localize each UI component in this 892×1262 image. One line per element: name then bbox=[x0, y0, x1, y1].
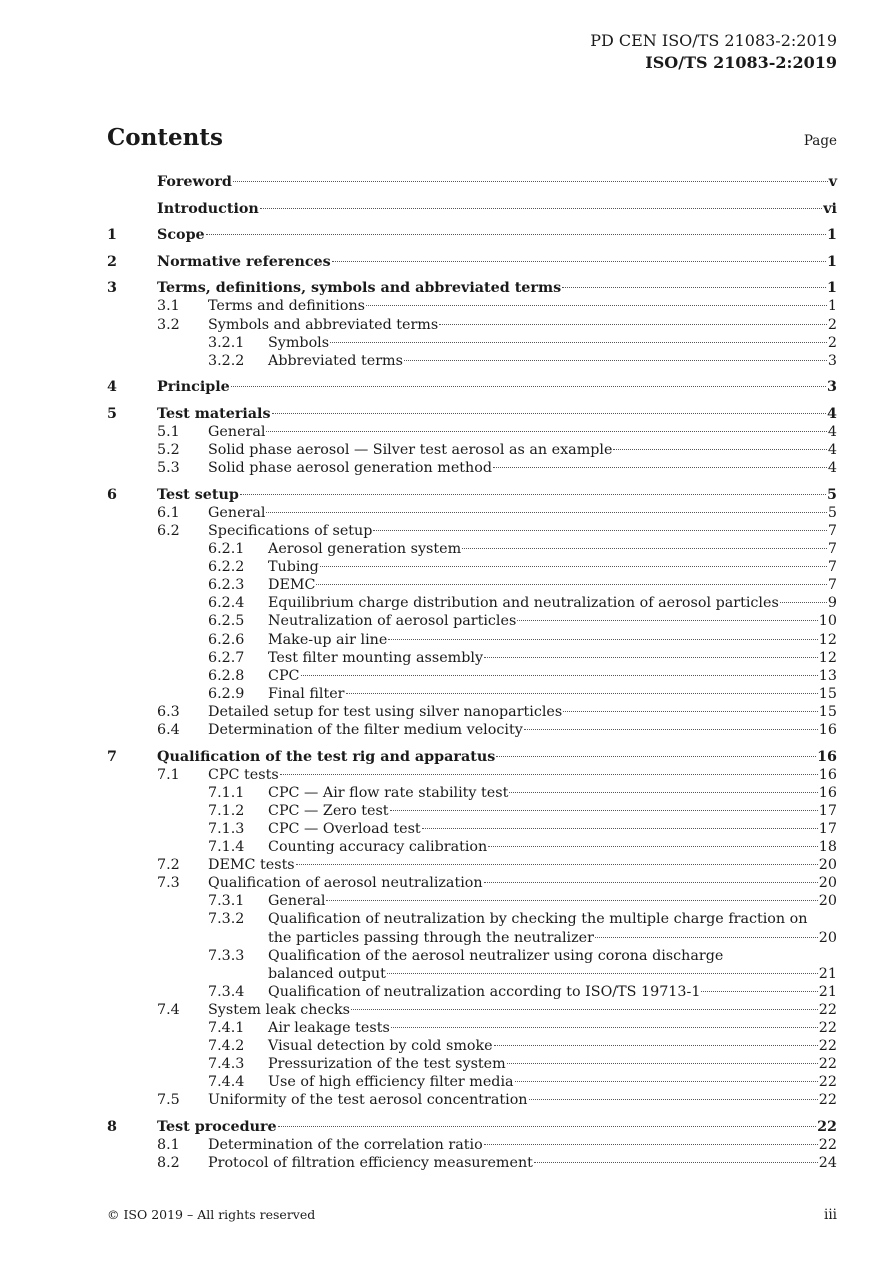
toc-entry-page: 24 bbox=[818, 1155, 837, 1172]
toc-entry-title: DEMC bbox=[268, 577, 316, 594]
toc-entry-number: 7.1 bbox=[157, 766, 180, 783]
toc-entry-title: Equilibrium charge distribution and neutralization of aerosol particles bbox=[268, 595, 779, 612]
toc-entry[interactable] bbox=[107, 540, 837, 558]
toc-entry-number: 3.2.2 bbox=[208, 352, 245, 369]
toc-entry-page: 1 bbox=[827, 227, 837, 244]
toc-entry-page: 16 bbox=[818, 766, 837, 783]
toc-entry[interactable] bbox=[107, 721, 837, 739]
toc-entry-number: 6.1 bbox=[157, 504, 180, 521]
toc-entry-title: Air leakage tests bbox=[268, 1020, 390, 1037]
toc-entry-page: 22 bbox=[818, 1092, 837, 1109]
toc-entry[interactable] bbox=[107, 910, 837, 928]
toc-entry-number: 7.1.2 bbox=[208, 802, 245, 819]
toc-entry-page: 21 bbox=[818, 965, 837, 982]
toc-entry-number: 8.2 bbox=[157, 1155, 180, 1172]
toc-entry-number: 7.3.2 bbox=[208, 911, 245, 928]
toc-entry-title: Qualification of the aerosol neutralizer using corona discharge bbox=[268, 947, 724, 964]
toc-entry[interactable] bbox=[107, 748, 837, 766]
dot-leader bbox=[332, 261, 826, 262]
dot-leader bbox=[493, 467, 827, 468]
dot-leader bbox=[509, 792, 817, 793]
toc-entry-page: 4 bbox=[827, 424, 837, 441]
toc-entry-number: 7.3.1 bbox=[208, 893, 245, 910]
dot-leader bbox=[484, 1144, 818, 1145]
toc-entry-page: 1 bbox=[827, 280, 837, 297]
toc-entry[interactable] bbox=[107, 667, 837, 685]
toc-entry[interactable] bbox=[107, 558, 837, 576]
toc-entry-page: 7 bbox=[827, 559, 837, 576]
toc-entry-page: v bbox=[828, 174, 837, 190]
toc-entry-page: 21 bbox=[818, 983, 837, 1000]
toc-entry-page: 16 bbox=[818, 722, 837, 739]
toc-entry-number: 8 bbox=[107, 1119, 117, 1135]
toc-entry-page: 15 bbox=[818, 685, 837, 702]
dot-leader bbox=[320, 566, 827, 567]
toc-entry-number: 7.4.1 bbox=[208, 1020, 245, 1037]
toc-entry[interactable] bbox=[107, 947, 837, 965]
dot-leader bbox=[346, 693, 818, 694]
toc-entry-page: 13 bbox=[818, 667, 837, 684]
toc-entry-title: Test filter mounting assembly bbox=[268, 649, 484, 666]
toc-entry-number: 7.5 bbox=[157, 1092, 180, 1109]
toc-entry-number: 3.2.1 bbox=[208, 334, 245, 351]
toc-entry[interactable] bbox=[107, 612, 837, 630]
toc-entry-title: Use of high efficiency filter media bbox=[268, 1074, 514, 1091]
dot-leader bbox=[316, 584, 826, 585]
toc-entry[interactable] bbox=[107, 874, 837, 892]
toc-entry-page: 22 bbox=[817, 1119, 837, 1135]
toc-entry[interactable] bbox=[107, 352, 837, 370]
toc-entry-title: Terms and definitions bbox=[208, 298, 365, 315]
toc-entry-title: Qualification of the test rig and apparatus bbox=[157, 748, 496, 765]
toc-entry-page: 2 bbox=[827, 316, 837, 333]
toc-entry-title: Symbols and abbreviated terms bbox=[208, 316, 439, 333]
toc-entry-title: Qualification of aerosol neutralization bbox=[208, 875, 483, 892]
toc-entry-page: 20 bbox=[818, 857, 837, 874]
toc-entry[interactable] bbox=[107, 856, 837, 874]
toc-entry[interactable] bbox=[107, 1055, 837, 1073]
toc-entry[interactable] bbox=[107, 486, 837, 504]
toc-entry-title: Abbreviated terms bbox=[268, 352, 403, 369]
toc-entry-number: 5 bbox=[107, 405, 117, 422]
dot-leader bbox=[278, 1126, 816, 1127]
toc-entry-title: the particles passing through the neutralizer bbox=[268, 929, 594, 946]
dot-leader bbox=[240, 494, 826, 495]
toc-entry-page: 3 bbox=[827, 379, 837, 396]
toc-entry[interactable] bbox=[107, 459, 837, 477]
toc-entry[interactable] bbox=[107, 1091, 837, 1109]
toc-entry-title: Aerosol generation system bbox=[268, 541, 462, 558]
toc-entry[interactable] bbox=[107, 1154, 837, 1172]
toc-entry-page: 20 bbox=[818, 929, 837, 946]
toc-entry-title: System leak checks bbox=[208, 1001, 350, 1018]
toc-entry-title: CPC — Overload test bbox=[268, 821, 421, 837]
toc-entry[interactable] bbox=[107, 522, 837, 540]
toc-entry-number: 6.3 bbox=[157, 703, 180, 720]
toc-entry-number: 3 bbox=[107, 280, 117, 297]
dot-leader bbox=[391, 1027, 818, 1028]
toc-entry-title: Foreword bbox=[157, 174, 232, 190]
toc-entry-page: 3 bbox=[827, 352, 837, 369]
toc-entry-title: Final filter bbox=[268, 685, 345, 702]
toc-entry-page: 4 bbox=[827, 405, 837, 422]
dot-leader bbox=[488, 846, 818, 847]
dot-leader bbox=[326, 900, 817, 901]
toc-entry-page: 20 bbox=[818, 875, 837, 892]
footer-copyright: © ISO 2019 – All rights reserved bbox=[107, 1207, 316, 1222]
dot-leader bbox=[701, 991, 817, 992]
table-of-contents bbox=[107, 173, 837, 1172]
toc-entry-title: CPC bbox=[268, 667, 300, 684]
toc-entry-number: 6 bbox=[107, 486, 117, 503]
page-title: Contents bbox=[107, 124, 223, 151]
toc-entry-number: 7.2 bbox=[157, 857, 180, 874]
toc-entry-title: CPC tests bbox=[208, 766, 279, 783]
toc-entry-page: 22 bbox=[818, 1056, 837, 1073]
toc-entry-title: Pressurization of the test system bbox=[268, 1056, 506, 1073]
toc-entry-title: CPC — Air flow rate stability test bbox=[268, 784, 509, 801]
document-header bbox=[590, 30, 837, 74]
toc-entry-page: 7 bbox=[827, 541, 837, 558]
toc-entry-page: 22 bbox=[818, 1074, 837, 1091]
toc-entry-number: 5.3 bbox=[157, 460, 180, 477]
dot-leader bbox=[494, 1045, 818, 1046]
dot-leader bbox=[524, 729, 818, 730]
toc-entry-title: Determination of the filter medium velocity bbox=[208, 722, 523, 739]
dot-leader bbox=[517, 620, 818, 621]
toc-entry-page: vi bbox=[823, 200, 837, 217]
toc-entry-title: Determination of the correlation ratio bbox=[208, 1137, 483, 1154]
toc-entry-title: Terms, definitions, symbols and abbreviated terms bbox=[157, 280, 562, 297]
toc-entry-title: Visual detection by cold smoke bbox=[268, 1038, 493, 1055]
toc-entry-number: 6.2.9 bbox=[208, 685, 245, 702]
toc-entry-title: General bbox=[208, 424, 266, 441]
dot-leader bbox=[266, 431, 826, 432]
toc-entry-title: General bbox=[208, 504, 266, 521]
toc-entry-number: 7.4 bbox=[157, 1001, 180, 1018]
toc-entry[interactable] bbox=[107, 441, 837, 459]
toc-entry-page: 10 bbox=[818, 613, 837, 630]
toc-entry-number: 7.4.4 bbox=[208, 1074, 245, 1091]
toc-entry[interactable] bbox=[107, 504, 837, 522]
toc-entry-title: Test procedure bbox=[157, 1119, 277, 1135]
toc-entry-title: DEMC tests bbox=[208, 857, 295, 874]
toc-entry-page: 17 bbox=[818, 802, 837, 819]
toc-entry-page: 1 bbox=[827, 253, 837, 270]
toc-entry-number: 7.3.4 bbox=[208, 983, 245, 1000]
toc-entry-page: 17 bbox=[818, 821, 837, 837]
toc-entry-page: 16 bbox=[817, 748, 837, 765]
toc-entry-number: 7.1.1 bbox=[208, 784, 245, 801]
dot-leader bbox=[515, 1081, 818, 1082]
dot-leader bbox=[439, 324, 827, 325]
dot-leader bbox=[206, 234, 826, 235]
toc-entry[interactable] bbox=[107, 576, 837, 594]
toc-entry[interactable] bbox=[107, 423, 837, 441]
dot-leader bbox=[387, 973, 818, 974]
dot-leader bbox=[301, 675, 818, 676]
dot-leader bbox=[780, 602, 827, 603]
toc-entry-number: 2 bbox=[107, 253, 117, 270]
toc-entry-number: 3.1 bbox=[157, 298, 180, 315]
toc-entry-number: 6.2.1 bbox=[208, 541, 245, 558]
toc-entry-title: Specifications of setup bbox=[208, 523, 373, 539]
toc-entry[interactable] bbox=[107, 685, 837, 703]
toc-entry[interactable] bbox=[107, 297, 837, 315]
toc-entry-title: balanced output bbox=[268, 965, 386, 982]
toc-entry[interactable] bbox=[107, 279, 837, 297]
toc-entry[interactable] bbox=[107, 784, 837, 802]
dot-leader bbox=[373, 530, 826, 531]
toc-entry-title: Make-up air line bbox=[268, 631, 388, 648]
toc-entry-number: 7.4.2 bbox=[208, 1038, 245, 1055]
dot-leader bbox=[484, 657, 818, 658]
toc-entry[interactable] bbox=[107, 766, 837, 784]
toc-entry-title: Protocol of filtration efficiency measurement bbox=[208, 1155, 533, 1172]
toc-entry-title: Scope bbox=[157, 227, 205, 244]
toc-entry-number: 5.1 bbox=[157, 424, 180, 441]
toc-entry-page: 22 bbox=[818, 1038, 837, 1055]
toc-entry[interactable] bbox=[107, 820, 837, 838]
toc-entry[interactable] bbox=[107, 649, 837, 667]
dot-leader bbox=[462, 548, 827, 549]
toc-entry-page: 2 bbox=[827, 334, 837, 351]
toc-entry[interactable] bbox=[107, 892, 837, 910]
toc-entry[interactable] bbox=[107, 378, 837, 396]
toc-entry-title: Test materials bbox=[157, 405, 271, 422]
dot-leader bbox=[233, 181, 828, 182]
toc-entry[interactable] bbox=[107, 802, 837, 820]
toc-entry-number: 6.2.8 bbox=[208, 667, 245, 684]
toc-entry[interactable] bbox=[107, 703, 837, 721]
dot-leader bbox=[296, 864, 818, 865]
toc-entry-page: 4 bbox=[827, 442, 837, 459]
toc-entry-title: General bbox=[268, 893, 326, 910]
toc-entry-number: 1 bbox=[107, 227, 117, 244]
header-line-1: PD CEN ISO/TS 21083-2:2019 bbox=[590, 31, 837, 50]
toc-entry-number: 7.3 bbox=[157, 875, 180, 892]
toc-entry[interactable] bbox=[107, 226, 837, 244]
toc-entry-number: 7.3.3 bbox=[208, 947, 245, 964]
toc-entry-number: 6.2 bbox=[157, 523, 180, 539]
toc-entry-page: 20 bbox=[818, 893, 837, 910]
toc-entry-title: Qualification of neutralization by checking the multiple charge fraction on bbox=[268, 911, 808, 928]
toc-entry-number: 7.1.4 bbox=[208, 839, 245, 856]
toc-entry-page: 12 bbox=[818, 631, 837, 648]
toc-entry-title: Neutralization of aerosol particles bbox=[268, 613, 517, 630]
toc-entry-number: 7 bbox=[107, 748, 117, 765]
toc-entry-page: 22 bbox=[818, 1020, 837, 1037]
dot-leader bbox=[562, 287, 826, 288]
toc-entry-title: Normative references bbox=[157, 253, 331, 270]
dot-leader bbox=[388, 639, 817, 640]
toc-entry-page: 4 bbox=[827, 460, 837, 477]
toc-entry-page: 22 bbox=[818, 1137, 837, 1154]
toc-entry-number: 6.4 bbox=[157, 722, 180, 739]
toc-entry-page: 16 bbox=[818, 784, 837, 801]
dot-leader bbox=[330, 342, 827, 343]
toc-entry-page: 5 bbox=[827, 504, 837, 521]
toc-entry[interactable] bbox=[107, 405, 837, 423]
page-column-label: Page bbox=[803, 133, 837, 149]
dot-leader bbox=[260, 208, 822, 209]
toc-entry-number: 6.2.5 bbox=[208, 613, 245, 630]
toc-entry[interactable] bbox=[107, 1001, 837, 1019]
dot-leader bbox=[496, 756, 816, 757]
toc-entry[interactable] bbox=[107, 1037, 837, 1055]
toc-entry[interactable] bbox=[107, 838, 837, 856]
toc-entry-number: 6.2.7 bbox=[208, 649, 245, 666]
toc-entry[interactable] bbox=[107, 1073, 837, 1091]
toc-entry-page: 22 bbox=[818, 1001, 837, 1018]
dot-leader bbox=[529, 1099, 818, 1100]
toc-entry-number: 5.2 bbox=[157, 442, 180, 459]
dot-leader bbox=[595, 937, 818, 938]
toc-entry-number: 4 bbox=[107, 379, 117, 396]
toc-entry-number: 8.1 bbox=[157, 1137, 180, 1154]
toc-entry-page: 12 bbox=[818, 649, 837, 666]
toc-entry-title: Qualification of neutralization according to ISO/TS 19713-1 bbox=[268, 983, 701, 1000]
dot-leader bbox=[266, 512, 826, 513]
toc-entry-number: 7.4.3 bbox=[208, 1056, 245, 1073]
dot-leader bbox=[351, 1009, 818, 1010]
dot-leader bbox=[563, 711, 818, 712]
dot-leader bbox=[613, 449, 826, 450]
toc-entry-number: 7.1.3 bbox=[208, 821, 245, 837]
toc-entry-title: Uniformity of the test aerosol concentration bbox=[208, 1092, 528, 1109]
dot-leader bbox=[534, 1162, 818, 1163]
toc-entry-title: Counting accuracy calibration bbox=[268, 839, 488, 856]
toc-entry[interactable] bbox=[107, 1136, 837, 1154]
toc-entry-title: CPC — Zero test bbox=[268, 802, 389, 819]
toc-entry[interactable] bbox=[107, 200, 837, 218]
toc-entry[interactable] bbox=[107, 983, 837, 1001]
toc-entry[interactable] bbox=[107, 594, 837, 612]
toc-entry-page: 7 bbox=[827, 523, 837, 539]
footer-page-number: iii bbox=[824, 1207, 837, 1223]
toc-entry[interactable] bbox=[107, 316, 837, 334]
dot-leader bbox=[272, 413, 827, 414]
toc-entry-title: Solid phase aerosol generation method bbox=[208, 460, 493, 477]
toc-entry-title: Solid phase aerosol — Silver test aerosol as an example bbox=[208, 442, 613, 459]
toc-entry[interactable] bbox=[107, 929, 837, 947]
dot-leader bbox=[231, 386, 826, 387]
toc-entry-title: Introduction bbox=[157, 200, 259, 217]
dot-leader bbox=[507, 1063, 818, 1064]
toc-entry-title: Principle bbox=[157, 379, 230, 396]
toc-entry[interactable] bbox=[107, 631, 837, 649]
toc-entry-title: Detailed setup for test using silver nanoparticles bbox=[208, 703, 563, 720]
toc-entry-number: 6.2.3 bbox=[208, 577, 245, 594]
dot-leader bbox=[390, 810, 818, 811]
toc-entry[interactable] bbox=[107, 334, 837, 352]
toc-entry-page: 9 bbox=[827, 595, 837, 612]
toc-entry-page: 18 bbox=[818, 839, 837, 856]
toc-entry-title: Test setup bbox=[157, 486, 239, 503]
dot-leader bbox=[404, 360, 827, 361]
toc-entry-title: Tubing bbox=[268, 559, 319, 576]
toc-entry-title: Symbols bbox=[268, 334, 330, 351]
header-line-2: ISO/TS 21083-2:2019 bbox=[645, 53, 837, 72]
toc-entry-number: 6.2.6 bbox=[208, 631, 245, 648]
toc-entry-number: 3.2 bbox=[157, 316, 180, 333]
toc-entry[interactable] bbox=[107, 965, 837, 983]
toc-entry-page: 5 bbox=[827, 486, 837, 503]
dot-leader bbox=[366, 305, 827, 306]
toc-entry-page: 1 bbox=[827, 298, 837, 315]
toc-entry[interactable] bbox=[107, 1118, 837, 1136]
toc-entry[interactable] bbox=[107, 1019, 837, 1037]
toc-entry[interactable] bbox=[107, 253, 837, 271]
toc-entry-page: 7 bbox=[827, 577, 837, 594]
dot-leader bbox=[280, 774, 818, 775]
dot-leader bbox=[484, 882, 818, 883]
dot-leader bbox=[422, 828, 818, 829]
toc-entry-page: 15 bbox=[818, 703, 837, 720]
toc-entry[interactable] bbox=[107, 173, 837, 191]
toc-entry-number: 6.2.2 bbox=[208, 559, 245, 576]
toc-entry-number: 6.2.4 bbox=[208, 595, 245, 612]
